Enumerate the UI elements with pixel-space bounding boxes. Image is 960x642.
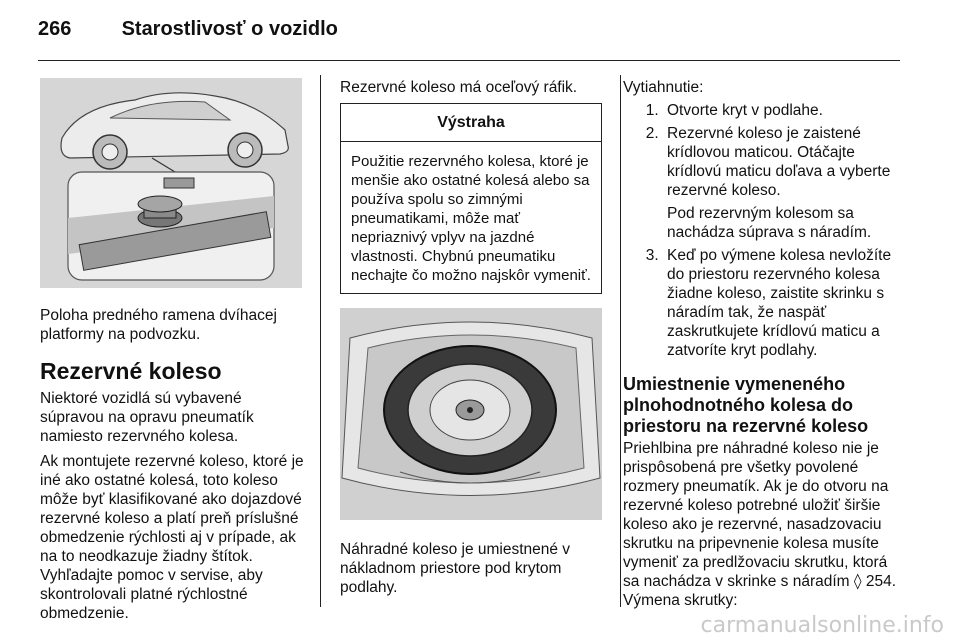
column-1: [40, 78, 304, 629]
column-2: [340, 78, 602, 603]
step-2-text: Rezervné koleso je zaistené krídlovou maticou. Otáčajte krídlovú maticu doľava a vyberte rezervné koleso.: [667, 125, 891, 199]
warning-text: Použitie rezervného kolesa, ktoré je menšie ako ostatné kolesá alebo sa používa spolu so zimnými pneumatikami, môže mať nepriaznivý vplyv na jazdné vlastnosti. Chybnú pneumatiku nechajte čo možno najskôr vymeniť.: [351, 153, 591, 284]
step-2: [663, 124, 905, 242]
step-3: 3. Keď po výmene kolesa nevložíte do priestoru rezervného kolesa žiadne koleso, zaistite skrinku s náradím tak, že naspäť zaskrutkujete krídlovú maticu a zatvoríte kryt podlahy.: [663, 246, 905, 360]
column-3: [623, 78, 905, 610]
warning-box: [340, 103, 602, 294]
column-divider-1: [320, 75, 321, 607]
section-heading-full-wheel: Umiestnenie vymeneného plnohodnotného kolesa do priestoru na rezervné koleso: [623, 374, 869, 436]
wheel-well-text: Priehlbina pre náhradné koleso nie je prispôsobená pre všetky povolené rozmery pneumatík. Ak je do otvoru na rezervné koleso potrebné uložiť širšie koleso ako je rezervné, nasadzovaciu skrutku na pripevnenie kolesa musíte vymeniť za predlžovaciu skrutku, ktorá sa nachádza v skrinke s náradím: [623, 440, 889, 590]
page-header: [38, 18, 338, 41]
bolt-replacement-text: Výmena skrutky:: [623, 592, 738, 609]
paragraph-wheel-well: [623, 439, 905, 591]
removal-steps: [623, 101, 905, 360]
header-rule: [38, 60, 900, 61]
figure-caption-1: Poloha predného ramena dvíhacej platformy na podvozku.: [40, 307, 277, 343]
lift-arm-illustration: [40, 78, 302, 288]
removal-intro: Vytiahnutie:: [623, 79, 704, 96]
paragraph-repair-kit: Niektoré vozidlá sú vybavené súpravou na opravu pneumatík namiesto rezervného kolesa.: [40, 390, 254, 445]
spare-wheel-illustration: [340, 308, 602, 520]
column-divider-2: [620, 75, 621, 607]
lift-arm-figure: [40, 78, 302, 288]
step-1: 1. Otvorte kryt v podlahe.: [663, 101, 905, 120]
steel-rim-text: Rezervné koleso má oceľový ráfik.: [340, 79, 578, 96]
page-reference-icon: ◊: [853, 572, 862, 590]
paragraph-speed-limit: Ak montujete rezervné koleso, ktoré je iné ako ostatné kolesá, toto koleso môže byť klasifikované ako dojazdové rezervné koleso a platí preň príslušné obmedzenie rýchlosti aj v prípade, ak na to neodkazuje žiadny štítok. Vyhľadajte pomoc v servise, aby skontrolovali platné rýchlostné obmedzenie.: [40, 453, 304, 622]
warning-title: Výstraha: [341, 104, 601, 142]
page-reference-link[interactable]: 254.: [865, 573, 897, 590]
section-heading-spare-wheel: Rezervné koleso: [40, 358, 222, 384]
figure-caption-2: Náhradné koleso je umiestnené v nákladnom priestore pod krytom podlahy.: [340, 541, 571, 596]
step-2-note: Pod rezervným kolesom sa nachádza súprava s náradím.: [667, 205, 872, 241]
spare-wheel-figure: [340, 308, 602, 520]
watermark: carmanualsonline.info: [700, 613, 944, 638]
page-title: Starostlivosť o vozidlo: [121, 18, 338, 40]
page-number: 266: [38, 18, 72, 40]
